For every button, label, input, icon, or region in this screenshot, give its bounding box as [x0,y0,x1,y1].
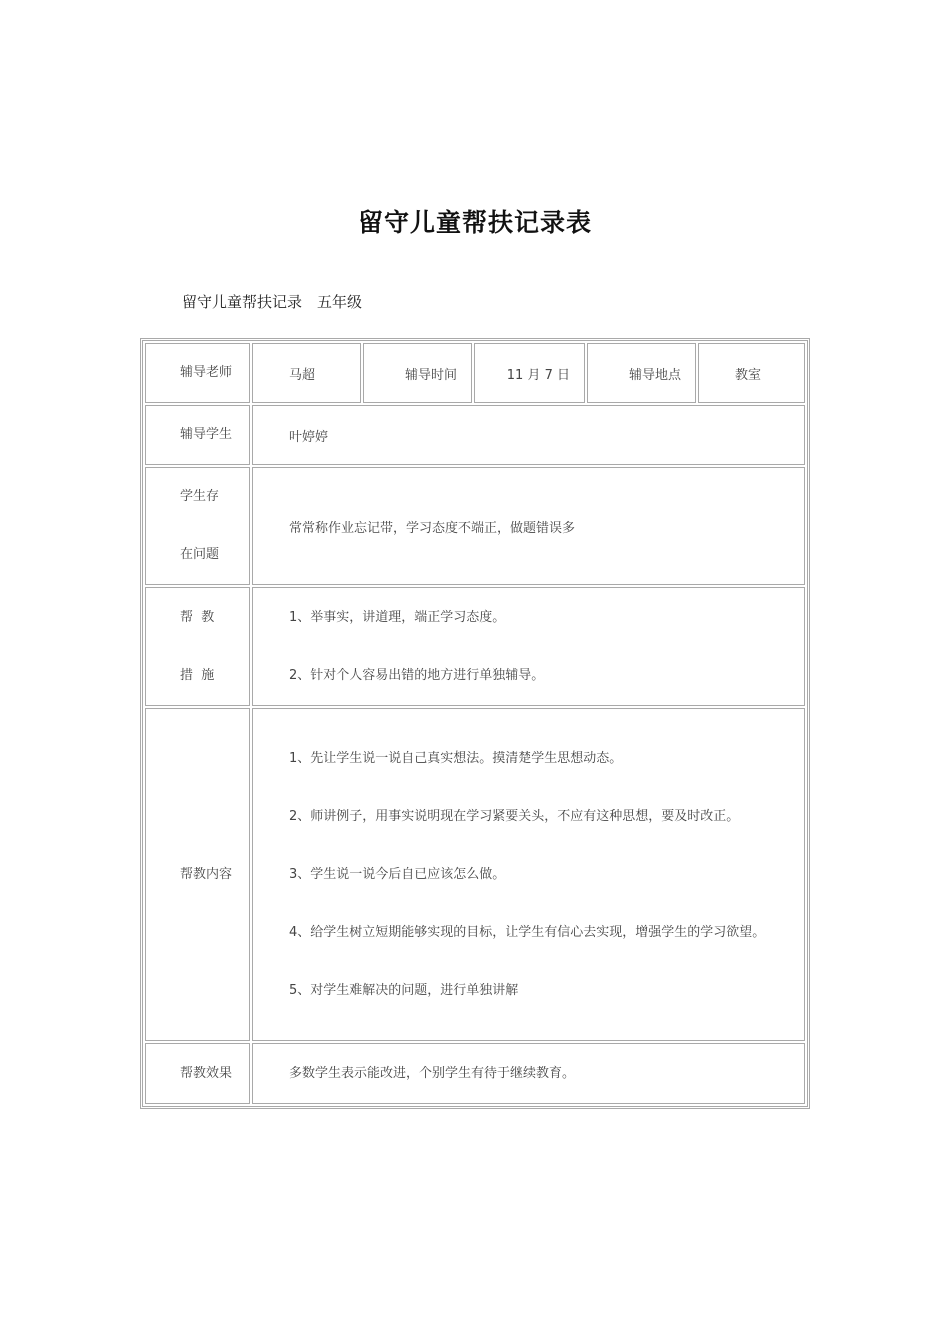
time-label: 辅导时间 [363,343,472,403]
measures-label-line1: 帮 教 [180,609,215,625]
measures-label [145,587,250,706]
student-value: 叶婷婷 [252,405,805,465]
content-item: 2、师讲例子，用事实说明现在学习紧要关头，不应有这种思想，要及时改正。 [288,808,740,824]
time-value: 11 月 7 日 [474,343,585,403]
table-row-measures [145,587,805,706]
table-row-effect [145,1043,805,1104]
measures-label-line2: 措 施 [180,667,215,683]
problem-value: 常常称作业忘记带，学习态度不端正，做题错误多 [252,467,805,585]
teacher-label: 辅导老师 [145,343,250,403]
table-row-problem [145,467,805,585]
content-item: 3、学生说一说今后自已应该怎么做。 [288,866,506,882]
problem-label [145,467,250,585]
page-title: 留守儿童帮扶记录表 [357,208,592,237]
record-table [140,338,810,1109]
effect-label: 帮教效果 [145,1043,250,1104]
record-subtitle: 留守儿童帮扶记录 五年级 [182,293,363,311]
problem-label-line2: 在问题 [180,547,220,562]
measure-item: 1、举事实，讲道理，端正学习态度。 [288,609,506,625]
table-row-content [145,708,805,1041]
place-value: 教室 [698,343,805,403]
content-value [252,708,805,1041]
content-label: 帮教内容 [145,708,250,1041]
effect-text: 多数学生表示能改进，个别学生有待于继续教育。 [288,1065,575,1081]
table-row-teacher [145,343,805,403]
effect-value [252,1043,805,1104]
content-item: 1、先让学生说一说自己真实想法。摸清楚学生思想动态。 [288,750,623,766]
table-row-student [145,405,805,465]
measure-item: 2、针对个人容易出错的地方进行单独辅导。 [288,667,545,683]
teacher-value: 马超 [252,343,361,403]
content-item: 4、给学生树立短期能够实现的目标，让学生有信心去实现，增强学生的学习欲望。 [288,924,766,940]
problem-label-line1: 学生存 [180,489,220,504]
content-item: 5、对学生难解决的问题，进行单独讲解 [288,982,519,998]
measures-value [252,587,805,706]
student-label: 辅导学生 [145,405,250,465]
place-label: 辅导地点 [587,343,696,403]
